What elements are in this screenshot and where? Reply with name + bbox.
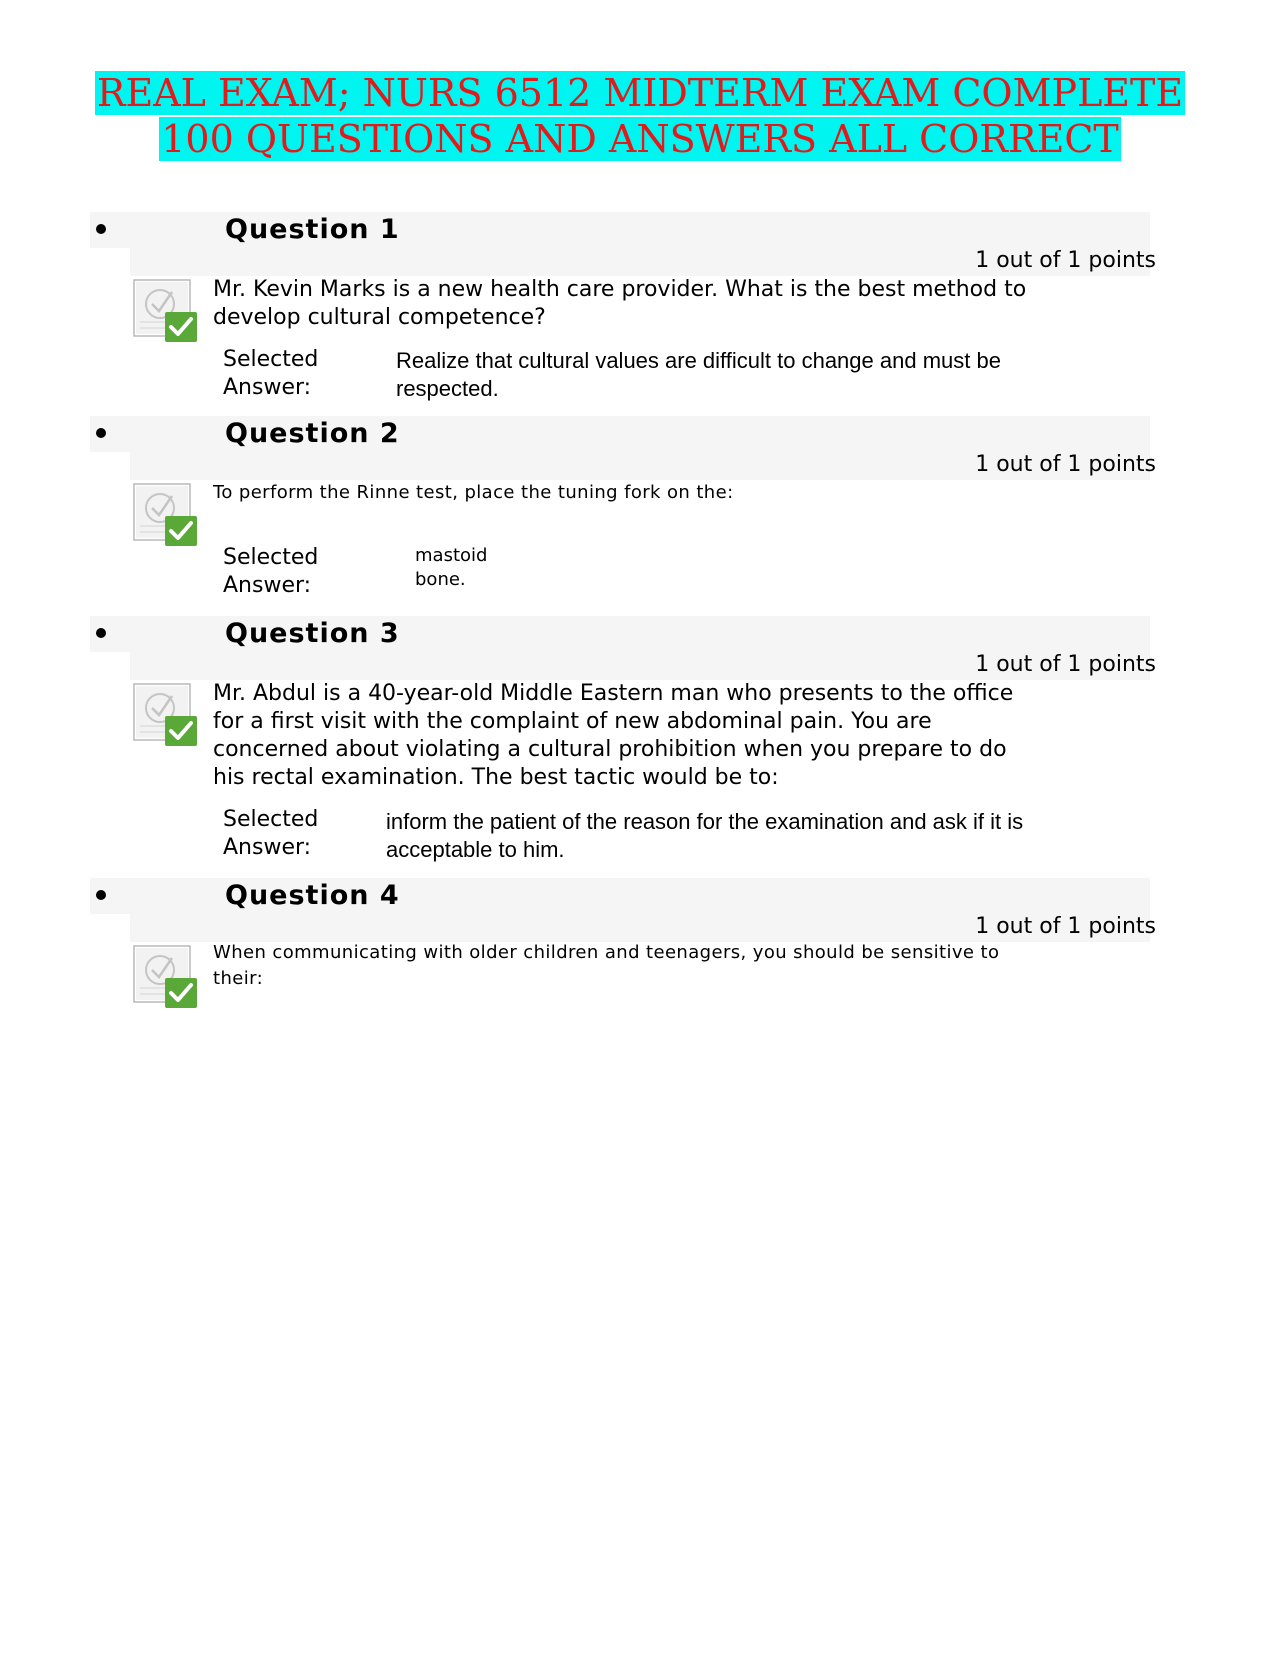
bullet-icon: [96, 428, 106, 438]
bullet-icon: [96, 224, 106, 234]
bullet-icon: [96, 890, 106, 900]
question-title: Question 4: [225, 880, 400, 911]
selected-answer-text: inform the patient of the reason for the examination and ask if it is acceptable to him.: [386, 809, 1024, 862]
checkmark-correct-icon: [132, 944, 198, 1010]
checkmark-correct-icon: [132, 278, 198, 344]
question-title: Question 2: [225, 418, 400, 449]
question-text: When communicating with older children and teenagers, you should be sensitive to their:: [213, 942, 1000, 989]
question-title: Question 3: [225, 618, 400, 649]
title-line-2: 100 QUESTIONS AND ANSWERS ALL CORRECT: [161, 117, 1119, 161]
selected-answer-label: Selected Answer:: [223, 347, 319, 400]
selected-answer-label: Selected Answer:: [223, 545, 319, 598]
selected-answer-label: Selected Answer:: [223, 807, 319, 860]
points-label: 1 out of 1 points: [975, 914, 1156, 939]
points-label: 1 out of 1 points: [975, 248, 1156, 273]
title-line-1: REAL EXAM; NURS 6512 MIDTERM EXAM COMPLETE: [96, 71, 1184, 115]
bullet-icon: [96, 628, 106, 638]
points-label: 1 out of 1 points: [975, 452, 1156, 477]
question-title: Question 1: [225, 214, 400, 245]
document-title: [0, 70, 1280, 162]
question-text: Mr. Abdul is a 40-year-old Middle Eastern man who presents to the office for a first visit with the complaint of new abdominal pain. You are concerned about violating a cultural prohibition when you prepare to do his rectal examination. The best tactic would be to:: [213, 681, 1014, 790]
points-label: 1 out of 1 points: [975, 652, 1156, 677]
selected-answer-text: Realize that cultural values are difficult to change and must be respected.: [396, 348, 1001, 401]
selected-answer-text: mastoid bone.: [415, 545, 488, 590]
question-text: Mr. Kevin Marks is a new health care provider. What is the best method to develop cultural competence?: [213, 277, 1027, 330]
question-text: To perform the Rinne test, place the tuning fork on the:: [213, 482, 734, 503]
checkmark-correct-icon: [132, 482, 198, 548]
checkmark-correct-icon: [132, 682, 198, 748]
